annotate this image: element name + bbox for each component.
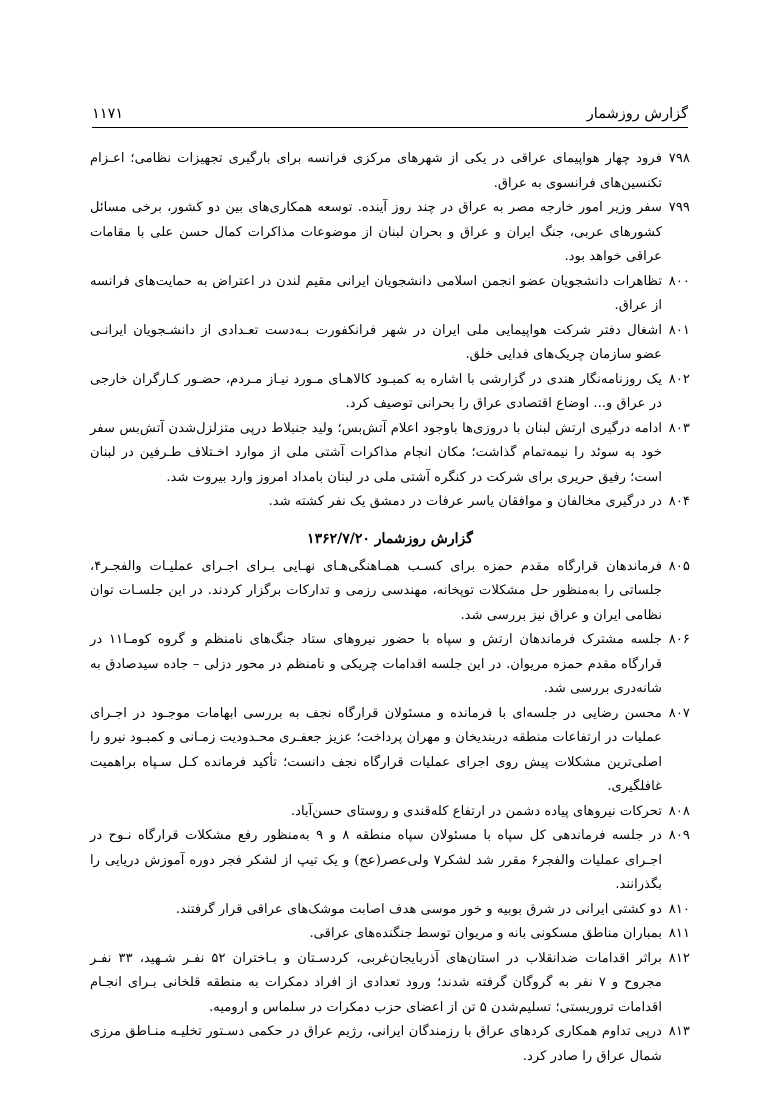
entry-number: ۸۱۱	[668, 926, 690, 941]
entry-text: در درگیری مخالفان و موافقان یاسر عرفات در دمشق یک نفر کشته شد.	[268, 494, 662, 509]
entry-number: ۸۰۴	[668, 494, 690, 509]
running-header	[92, 96, 688, 122]
entry-number: ۷۹۹	[668, 200, 690, 215]
entry-number: ۸۱۲	[668, 950, 690, 966]
entry-807	[90, 702, 690, 800]
entry-805	[90, 555, 690, 629]
entry-text: تحرکات نیروهای پیاده دشمن در ارتفاع کله‌قندی و روستای حسن‌آباد.	[290, 803, 662, 819]
entry-811	[90, 922, 690, 947]
entry-text: تظاهرات دانشجویان عضو انجمن اسلامی دانشجویان ایرانی مقیم لندن در اعتراض به حمایت‌های فرانسه از عراق.	[90, 273, 662, 313]
body-text	[90, 147, 690, 1069]
page-number: ۱۱۷۱	[92, 106, 124, 122]
entry-812	[90, 947, 690, 1021]
running-title: گزارش روزشمار	[586, 106, 688, 122]
entry-813	[90, 1020, 690, 1069]
entry-799	[90, 196, 690, 270]
entry-798	[90, 147, 690, 196]
entry-text: دو کشتی ایرانی در شرق بوبیه و خور موسی هدف اصابت موشک‌های عراقی قرار گرفتند.	[175, 901, 662, 917]
entry-810	[90, 898, 690, 923]
entry-text: جلسه مشترک فرماندهان ارتش و سپاه با حضور نیروهای ستاد جنگ‌های نامنظم و گروه کومـا۱۱ در قرارگاه مقدم حمزه مریوان. در این جلسه اقدامات چریکی و نامنظم در محور دزلی – جاده سیدصادق به شانه‌دری بررسی شد.	[90, 632, 663, 696]
entry-number: ۸۰۲	[668, 371, 690, 387]
entry-number: ۸۰۳	[668, 420, 690, 436]
entry-802	[90, 368, 690, 417]
entry-800	[90, 270, 690, 319]
entry-text: فرود چهار هواپیمای عراقی در یکی از شهرهای مرکزی فرانسه برای بارگیری تجهیزات نظامی؛ اعـزام تکنسین‌های فرانسوی به عراق.	[90, 151, 662, 191]
entry-text: اشغال دفتر شرکت هواپیمایی ملی ایران در شهر فرانکفورت بـه‌دست تعـدادی از دانشـجویان ایرانـی عضو سازمان چریک‌های فدایی خلق.	[90, 322, 662, 362]
entry-number: ۸۰۸	[668, 803, 690, 819]
entry-text: فرماندهان قرارگاه مقدم حمزه برای کسـب همـاهنگی‌هـای نهـایی بـرای اجـرای عملیـات والفجـر۴، جلساتی را به‌منظور حل مشکلات توپخانه، مهندسی رزمی و تدارکات برگزار کردند. در این جلسـات توان نظامی ایران و عراق نیز بررسی شد.	[90, 558, 662, 623]
entry-804	[90, 490, 690, 515]
entry-number: ۸۰۷	[668, 705, 690, 721]
entry-number: ۸۰۶	[668, 632, 690, 647]
section-heading: گزارش روزشمار ۱۳۶۲/۷/۲۰	[307, 530, 473, 547]
entry-text: محسن رضایی در جلسه‌ای با فرمانده و مسئولان قرارگاه نجف به بررسی ابهامات موجـود در اجـرای عملیات در ارتفاعات منطقه دربندیخان و مهران پرداخت؛ عزیز جعفـری محـدودیت زمـانی و کمبـود نیرو را اصلی‌ترین مشکلات پیش روی اجرای عملیات قرارگاه نجف دانست؛ تأکید فرمانده کـل سـپاه براهمیت غافلگیری.	[90, 705, 662, 794]
entry-text: بمباران مناطق مسکونی بانه و مریوان توسط جنگنده‌های عراقی.	[309, 926, 662, 941]
entry-808	[90, 800, 690, 825]
entry-text: سفر وزیر امور خارجه مصر به عراق در چند روز آینده. توسعه همکاری‌های بین دو کشور، برخی مسائل کشورهای عربی، جنگ ایران و عراق و بحران لبنان از موضوعات مذاکرات کمال حسن علی با مقامات عراقی خواهد بود.	[90, 200, 662, 264]
entry-803	[90, 417, 690, 491]
entry-text: یک روزنامه‌نگار هندی در گزارشی با اشاره به کمبـود کالاهـای مـورد نیـاز مـردم، حضـور کـارگران خارجی در عراق و... اوضاع اقتصادی عراق را بحرانی توصیف کرد.	[90, 371, 662, 411]
entry-801	[90, 319, 690, 368]
entry-number: ۸۱۰	[668, 901, 690, 917]
entry-text: براثر اقدامات ضدانقلاب در استان‌های آذربایجان‌غربی، کردسـتان و بـاختران ۵۲ نفـر شـهید، ۳۳ نفـر مجروح و ۷ نفر به گروگان گرفته شدند؛ ورود تعدادی از افراد دمکرات به منطقه قلخانی بـرای انجـام اقدامات تروریستی؛ تسلیم‌شدن ۵ تن از اعضای حزب دمکرات در سلماس و ارومیه.	[90, 950, 662, 1015]
entry-809	[90, 824, 690, 898]
entry-text: در جلسه فرماندهی کل سپاه با مسئولان سپاه منطقه ۸ و ۹ به‌منظور رفع مشکلات قرارگاه نـوح در اجـرای عملیات والفجر۶ مقرر شد لشکر۷ ولی‌عصر(عج) و یک تیپ از لشکر فجر دوره آموزش دریایی را بگذرانند.	[90, 828, 662, 892]
entry-text: ادامه درگیری ارتش لبنان با دروزی‌ها باوجود اعلام آتش‌بس؛ ولید جنبلاط درپی متزلزل‌شدن آتش‌بس سفر خود به سوئد را نیمه‌تمام گذاشت؛ مکان انجام مذاکرات آشتی ملی از موارد اخـتلاف طـرفین در لبنان است؛ رفیق حریری برای شرکت در کنگره آشتی ملی در لبنان بامداد امروز وارد بیروت شد.	[90, 420, 662, 485]
entry-806	[90, 628, 690, 702]
entry-text: درپی تداوم همکاری کردهای عراق با رزمندگان ایرانی، رژیم عراق در حکمی دسـتور تخلیـه منـاطق مرزی شمال عراق را صادر کرد.	[90, 1024, 662, 1064]
entry-number: ۷۹۸	[668, 151, 690, 166]
entry-number: ۸۱۳	[668, 1024, 690, 1039]
header-rule	[92, 127, 688, 128]
entry-number: ۸۰۱	[668, 322, 690, 338]
entry-number: ۸۰۰	[668, 273, 690, 289]
entry-number: ۸۰۵	[668, 558, 690, 574]
entry-number: ۸۰۹	[668, 828, 690, 843]
